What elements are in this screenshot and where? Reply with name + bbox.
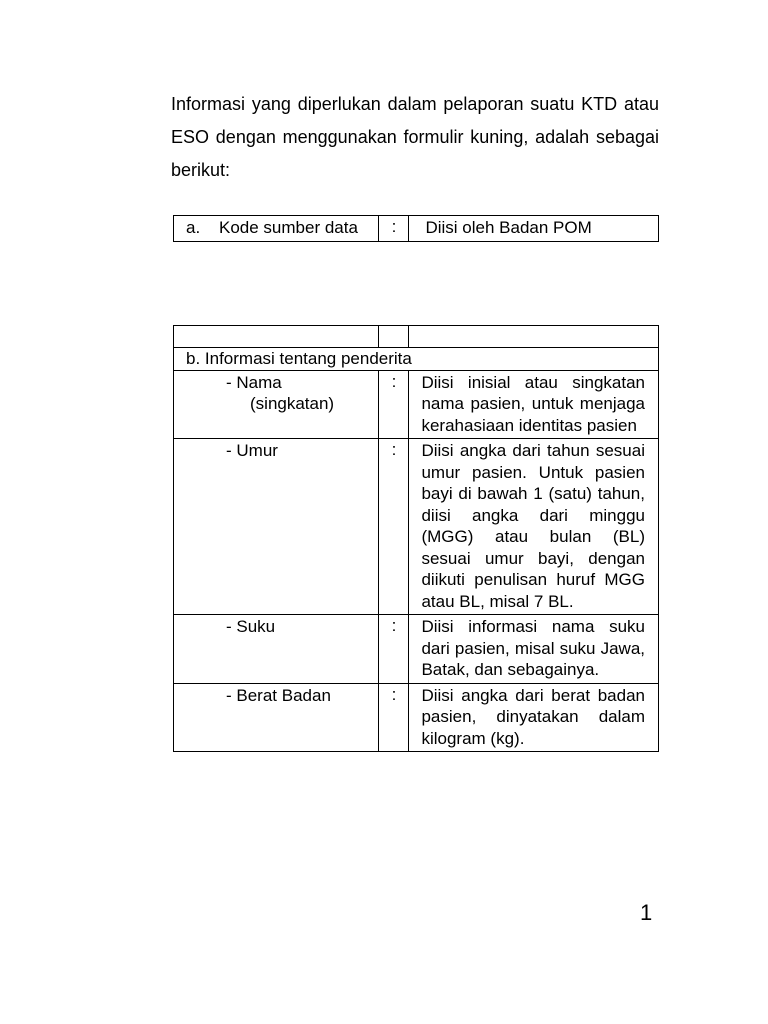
- empty-cell: [409, 326, 659, 348]
- empty-cell: [174, 326, 379, 348]
- section-row: [174, 348, 659, 371]
- table-row: [174, 615, 659, 684]
- field-label-text: - Berat Badan: [226, 685, 331, 705]
- empty-cell: [379, 326, 409, 348]
- colon: :: [379, 683, 409, 752]
- table-row: [174, 683, 659, 752]
- field-description: Diisi informasi nama suku dari pasien, misal suku Jawa, Batak, dan sebagainya.: [409, 615, 659, 684]
- colon: :: [379, 615, 409, 684]
- field-label: [174, 615, 379, 684]
- item-label: Kode sumber data: [219, 218, 358, 237]
- field-label-text: - Suku: [226, 617, 276, 636]
- intro-paragraph: Informasi yang diperlukan dalam pelaporan suatu KTD atau ESO dengan menggunakan formulir kuning, adalah sebagai berikut:: [171, 94, 659, 180]
- empty-row: [174, 326, 659, 348]
- table-row: [174, 216, 659, 242]
- table-kode-sumber: [173, 215, 659, 242]
- code-label-cell: [174, 216, 379, 242]
- section-title: b. Informasi tentang penderita: [174, 348, 659, 371]
- field-label: [174, 683, 379, 752]
- colon: :: [379, 370, 409, 439]
- field-label-sub: (singkatan): [250, 394, 335, 413]
- field-label: [174, 439, 379, 615]
- table-row: [174, 439, 659, 615]
- field-label-text: - Umur: [226, 441, 278, 460]
- item-letter: a.: [186, 218, 201, 237]
- field-label-text: - Nama: [226, 372, 282, 392]
- table-row: [174, 370, 659, 439]
- colon: :: [379, 216, 409, 242]
- colon: :: [379, 439, 409, 615]
- page-number: 1: [640, 900, 653, 925]
- table-informasi-penderita: [173, 325, 659, 752]
- field-description: Diisi angka dari berat badan pasien, dinyatakan dalam kilogram (kg).: [409, 683, 659, 752]
- field-label: [174, 370, 379, 439]
- item-value: Diisi oleh Badan POM: [409, 216, 659, 242]
- field-description: Diisi inisial atau singkatan nama pasien, untuk menjaga kerahasiaan identitas pasien: [409, 370, 659, 439]
- field-description: Diisi angka dari tahun sesuai umur pasien. Untuk pasien bayi di bawah 1 (satu) tahun, diisi angka dari minggu (MGG) atau bulan (BL) sesuai umur bayi, dengan diikuti penulisan huruf MGG atau BL, misal 7 BL.: [409, 439, 659, 615]
